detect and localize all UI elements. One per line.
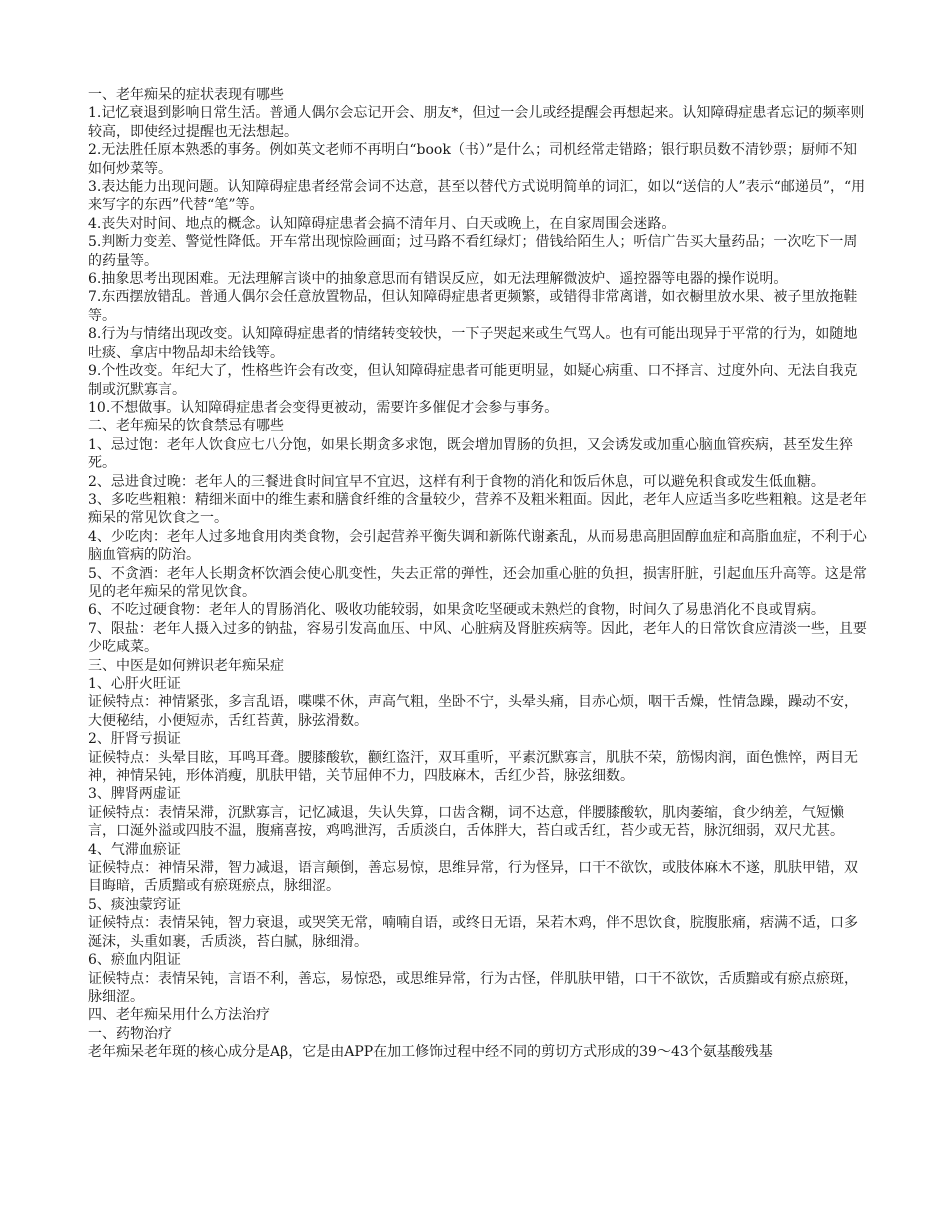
symptom-item-8: 8.行为与情绪出现改变。认知障碍症患者的情绪转变较快，一下子哭起来或生气骂人。也有可能出现异于平常的行为，如随地吐痰、拿店中物品却未给钱等。: [88, 326, 858, 361]
tcm-type-2-text: 证候特点：头晕目眩，耳鸣耳聋。腰膝酸软，颧红盗汗，双耳重听，平素沉默寡言，肌肤不荣，筋惕肉润，面色憔悴，两目无神，神情呆钝，形体消瘦，肌肤甲错，关节屈伸不力，四肢麻木，舌红少苔，脉弦细数。: [88, 749, 858, 785]
diet-item-7: 7、限盐：老年人摄入过多的钠盐，容易引发高血压、中风、心脏病及肾脏疾病等。因此，老年人的日常饮食应清淡一些，且要少吃咸菜。: [88, 620, 867, 656]
tcm-type-1-text: 证候特点：神情紧张，多言乱语，喋喋不休，声高气粗，坐卧不宁，头晕头痛，目赤心烦，咽干舌燥，性情急躁，躁动不安，大便秘结，小便短赤，舌红苔黄，脉弦滑数。: [88, 694, 858, 729]
tcm-type-4-text: 证候特点：神情呆滞，智力减退，语言颠倒，善忘易惊，思维异常，行为怪异，口干不欲饮，或肢体麻木不遂，肌肤甲错，双目晦暗，舌质黯或有瘀斑瘀点，脉细涩。: [88, 860, 858, 895]
treatment-drugs-text: 老年痴呆老年斑的核心成分是Aβ，它是由APP在加工修饰过程中经不同的剪切方式形成的39～43个氨基酸残基: [88, 1044, 773, 1061]
symptom-item-9: 9.个性改变。年纪大了，性格些许会有改变，但认知障碍症患者可能更明显，如疑心病重、口不择言、过度外向、无法自我克制或沉默寡言。: [88, 363, 858, 398]
diet-item-5: 5、不贪酒：老年人长期贪杯饮酒会使心肌变性，失去正常的弹性，还会加重心脏的负担，损害肝脏，引起血压升高等。这是常见的老年痴呆的常见饮食。: [88, 565, 867, 600]
section-heading-tcm: 三、中医是如何辨识老年痴呆症: [88, 657, 284, 674]
diet-item-2: 2、忌进食过晚：老年人的三餐进食时间宜早不宜迟，这样有利于食物的消化和饭后休息，可以避免积食或发生低血糖。: [88, 473, 825, 490]
symptom-item-7: 7.东西摆放错乱。普通人偶尔会任意放置物品，但认知障碍症患者更频繁，或错得非常离谱，如衣橱里放水果、被子里放拖鞋等。: [88, 289, 858, 324]
symptom-item-6: 6.抽象思考出现困难。无法理解言谈中的抽象意思而有错误反应，如无法理解微波炉、遥控器等电器的操作说明。: [88, 271, 788, 288]
symptom-item-3: 3.表达能力出现问题。认知障碍症患者经常会词不达意，甚至以替代方式说明简单的词汇，如以“送信的人”表示“邮递员”，“用来写字的东西”代替“笔”等。: [88, 179, 866, 214]
tcm-type-4-title: 4、气滞血瘀证: [88, 841, 181, 858]
symptom-item-2: 2.无法胜任原本熟悉的事务。例如英文老师不再明白“book（书）”是什么；司机经常走错路；银行职员数不清钞票；厨师不知如何炒菜等。: [88, 142, 857, 177]
diet-item-6: 6、不吃过硬食物：老年人的胃肠消化、吸收功能较弱，如果贪吃坚硬或未熟烂的食物，时间久了易患消化不良或胃病。: [88, 602, 825, 619]
tcm-type-3-text: 证候特点：表情呆滞，沉默寡言，记忆减退，失认失算，口齿含糊，词不达意，伴腰膝酸软，肌肉萎缩，食少纳差，气短懒言，口涎外溢或四肢不温，腹痛喜按，鸡鸣泄泻，舌质淡白，舌体胖大，苔白或舌红，苔少或无苔，脉沉细弱，双尺尤甚。: [88, 804, 844, 840]
symptom-item-5: 5.判断力变差、警觉性降低。开车常出现惊险画面；过马路不看红绿灯；借钱给陌生人；听信广告买大量药品；一次吃下一周的药量等。: [88, 234, 858, 269]
section-heading-diet: 二、老年痴呆的饮食禁忌有哪些: [88, 418, 284, 435]
treatment-subheading-drugs: 一、药物治疗: [88, 1025, 172, 1042]
diet-item-3: 3、多吃些粗粮：精细米面中的维生素和膳食纤维的含量较少，营养不及粗米粗面。因此，老年人应适当多吃些粗粮。这是老年痴呆的常见饮食之一。: [88, 491, 867, 527]
symptom-item-10: 10.不想做事。认知障碍症患者会变得更被动，需要许多催促才会参与事务。: [88, 399, 559, 416]
tcm-type-2-title: 2、肝肾亏损证: [88, 731, 181, 748]
tcm-type-5-text: 证候特点：表情呆钝，智力衰退，或哭笑无常，喃喃自语，或终日无语，呆若木鸡，伴不思饮食，脘腹胀痛，痞满不适，口多涎沫，头重如裹，舌质淡，苔白腻，脉细滑。: [88, 915, 858, 950]
diet-item-1: 1、忌过饱：老年人饮食应七八分饱，如果长期贪多求饱，既会增加胃肠的负担，又会诱发或加重心脑血管疾病，甚至发生猝死。: [88, 436, 853, 472]
tcm-type-1-title: 1、心肝火旺证: [88, 676, 181, 692]
tcm-type-5-title: 5、痰浊蒙窍证: [88, 896, 181, 913]
tcm-type-3-title: 3、脾肾两虚证: [88, 786, 181, 803]
document-page: [88, 86, 868, 1062]
symptom-item-1: 1.记忆衰退到影响日常生活。普通人偶尔会忘记开会、朋友*，但过一会儿或经提醒会再想起来。认知障碍症患者忘记的频率则较高，即使经过提醒也无法想起。: [88, 105, 865, 140]
tcm-type-6-text: 证候特点：表情呆钝，言语不利，善忘，易惊恐，或思维异常，行为古怪，伴肌肤甲错，口干不欲饮，舌质黯或有瘀点瘀斑，脉细涩。: [88, 970, 858, 1005]
section-heading-symptoms: 一、老年痴呆的症状表现有哪些: [88, 87, 284, 103]
section-heading-treatment: 四、老年痴呆用什么方法治疗: [88, 1007, 270, 1024]
symptom-item-4: 4.丧失对时间、地点的概念。认知障碍症患者会搞不清年月、白天或晚上，在自家周围会迷路。: [88, 215, 676, 232]
tcm-type-6-title: 6、瘀血内阻证: [88, 952, 181, 969]
diet-item-4: 4、少吃肉：老年人过多地食用肉类食物，会引起营养平衡失调和新陈代谢紊乱，从而易患高胆固醇血症和高脂血症，不利于心脑血管病的防治。: [88, 528, 867, 564]
